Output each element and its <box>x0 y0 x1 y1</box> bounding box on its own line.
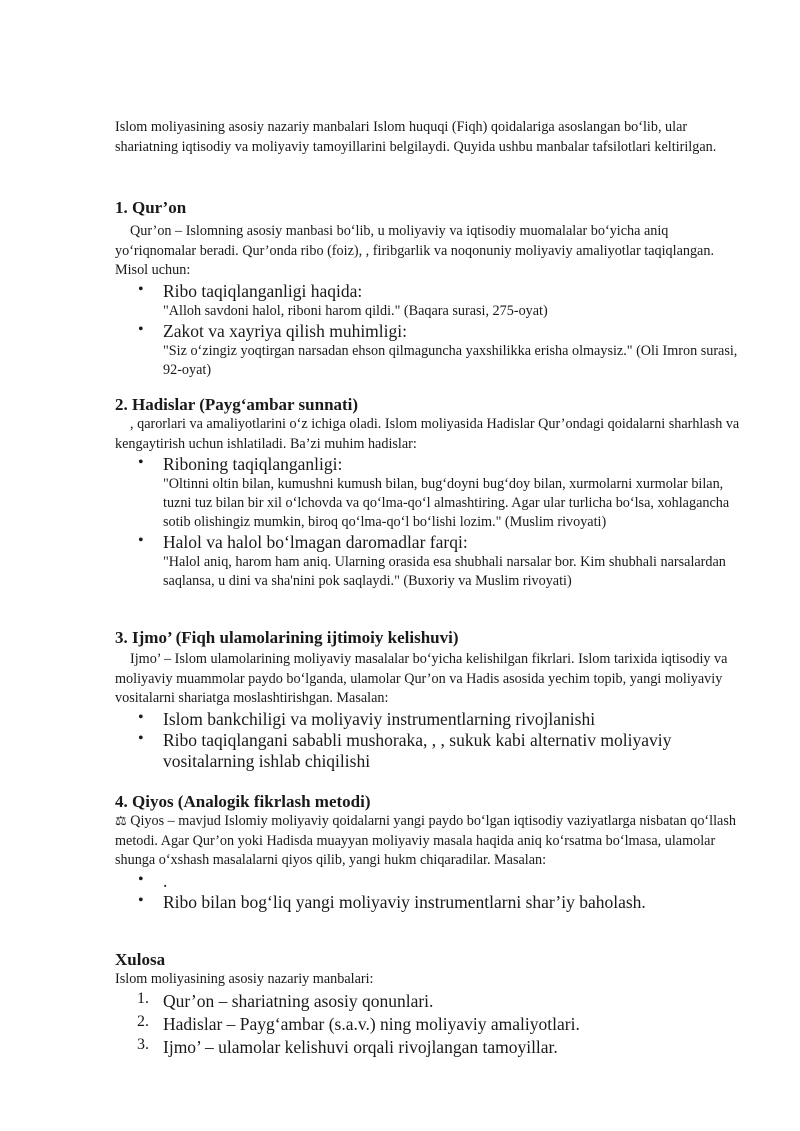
list-item-title: Zakot va xayriya qilish muhimligi: <box>163 320 407 341</box>
bullet-marker: • <box>138 280 144 298</box>
list-item <box>115 281 745 321</box>
list-item-title: Ribo bilan bog‘liq yangi moliyaviy instrumentlarni shar’iy baholash. <box>163 891 646 912</box>
list-item <box>115 454 745 532</box>
list-item-title: Riboning taqiqlanganligi: <box>163 454 343 474</box>
list-number: 1. <box>137 989 149 1007</box>
section-heading: 2. Hadislar (Payg‘ambar sunnati) <box>115 395 359 414</box>
list-item-title: Islom bankchiligi va moliyaviy instrumentlarning rivojlanishi <box>163 708 596 729</box>
bullet-marker: • <box>138 320 144 338</box>
list-item <box>115 321 745 380</box>
section-heading: Xulosa <box>115 950 166 969</box>
list-item <box>115 990 745 1013</box>
bullet-list <box>115 871 745 913</box>
list-item-quote: "Oltinni oltin bilan, kumushni kumush bilan, bug‘doyni bug‘doy bilan, xurmolarni xurmolar bilan, tuzni tuz bilan bir xil o‘lchovda va qo‘lma-qo‘l almashtiring. Agar ular turlicha bo‘lsa, xohlagancha sotib olishingiz mumkin, biroq qo‘lma-qo‘l bo‘lishi lozim." (Muslim rivoyati) <box>163 476 730 530</box>
bullet-marker: • <box>138 729 144 747</box>
list-item-title: Qur’on – shariatning asosiy qonunlari. <box>163 990 434 1011</box>
list-item-quote: "Alloh savdoni halol, riboni harom qildi." (Baqara surasi, 275-oyat) <box>163 302 548 319</box>
list-item <box>115 892 745 913</box>
bullet-list <box>115 709 745 772</box>
list-item-title: . <box>163 870 168 891</box>
list-item <box>115 1036 745 1059</box>
bullet-list <box>115 454 745 591</box>
section-qiyas <box>115 792 745 913</box>
bullet-marker: • <box>138 891 144 909</box>
list-item-quote: "Siz o‘zingiz yoqtirgan narsadan ehson qilmaguncha yaxshilikka erisha olmaysiz." (Oli Imron surasi, 92-oyat) <box>163 342 738 378</box>
section-text: Ijmo’ – Islom ulamolarining moliyaviy masalalar bo‘yicha kelishilgan fikrlari. Islom tarixida iqtisodiy va moliyaviy muammolar paydo bo‘lganda, ulamolar Qur’on va Hadis asosida yechim topib, yangi moliyaviy vositalarni shariatga moslashtirishgan. Masalan: <box>115 651 728 706</box>
bullet-marker: • <box>138 708 144 726</box>
section-text-body: Qiyos – mavjud Islomiy moliyaviy qoidalarni yangi paydo bo‘lgan iqtisodiy vaziyatlarga nisbatan qo‘llash metodi. Agar Qur’on yoki Hadisda muayyan moliyaviy masala haqida aniq ko‘rsatma bo‘lmasa, ulamolar shunga o‘xshash masalalarni qiyos qilib, yangi hukm chiqaradilar. Masalan: <box>115 813 736 868</box>
bullet-marker: • <box>138 870 144 888</box>
section-hadith <box>115 395 745 591</box>
section-heading: 4. Qiyos (Analogik fikrlash metodi) <box>115 792 371 811</box>
list-item-title: Ijmo’ – ulamolar kelishuvi orqali rivojlangan tamoyillar. <box>163 1036 558 1057</box>
section-text: , qarorlari va amaliyotlarini o‘z ichiga oladi. Islom moliyasida Hadislar Qur’ondagi qoidalarni sharhlash va kengaytirish uchun ishlatiladi. Ba’zi muhim hadislar: <box>115 416 740 452</box>
intro-paragraph: Islom moliyasining asosiy nazariy manbalari Islom huquqi (Fiqh) qoidalariga asoslangan bo‘lib, ular shariatning iqtisodiy va moliyaviy tamoyillarini belgilaydi. Quyida ushbu manbalar tafsilotlari keltirilgan. <box>115 119 717 155</box>
section-quran <box>115 198 745 380</box>
list-item-title: Hadislar – Payg‘ambar (s.a.v.) ning moliyaviy amaliyotlari. <box>163 1013 580 1034</box>
numbered-list <box>115 990 745 1059</box>
section-heading: 3. Ijmo’ (Fiqh ulamolarining ijtimoiy kelishuvi) <box>115 628 459 647</box>
section-conclusion <box>115 950 745 1059</box>
list-item <box>115 532 745 591</box>
list-item <box>115 709 745 730</box>
section-text <box>115 812 745 871</box>
bullet-marker: • <box>138 532 144 549</box>
section-text: Islom moliyasining asosiy nazariy manbalari: <box>115 971 374 987</box>
list-item-title: Halol va halol bo‘lmagan daromadlar farqi: <box>163 532 468 552</box>
bullet-list <box>115 281 745 380</box>
list-item <box>115 871 745 892</box>
list-item-title: Ribo taqiqlanganligi haqida: <box>163 280 363 301</box>
list-number: 3. <box>137 1035 149 1053</box>
list-item-quote: "Halol aniq, harom ham aniq. Ularning orasida esa shubhali narsalar bor. Kim shubhali narsalardan saqlansa, u dini va sha'nini pok saqlaydi." (Buxoriy va Muslim rivoyati) <box>163 554 726 589</box>
list-item <box>115 1013 745 1036</box>
section-heading: 1. Qur’on <box>115 198 187 217</box>
list-item <box>115 730 745 772</box>
list-item-title: Ribo taqiqlangani sababli mushoraka, , , sukuk kabi alternativ moliyaviy vositalarning ishlab chiqilishi <box>163 729 672 771</box>
section-text: Qur’on – Islomning asosiy manbasi bo‘lib, u moliyaviy va iqtisodiy muomalalar bo‘yicha aniq yo‘riqnomalar beradi. Qur’onda ribo (foiz), , firibgarlik va noqonuniy moliyaviy amaliyotlar taqiqlangan. Misol uchun: <box>115 223 714 278</box>
section-ijma <box>115 628 745 772</box>
bullet-marker: • <box>138 454 144 471</box>
list-number: 2. <box>137 1012 149 1030</box>
scales-icon: ⚖ <box>115 814 127 829</box>
